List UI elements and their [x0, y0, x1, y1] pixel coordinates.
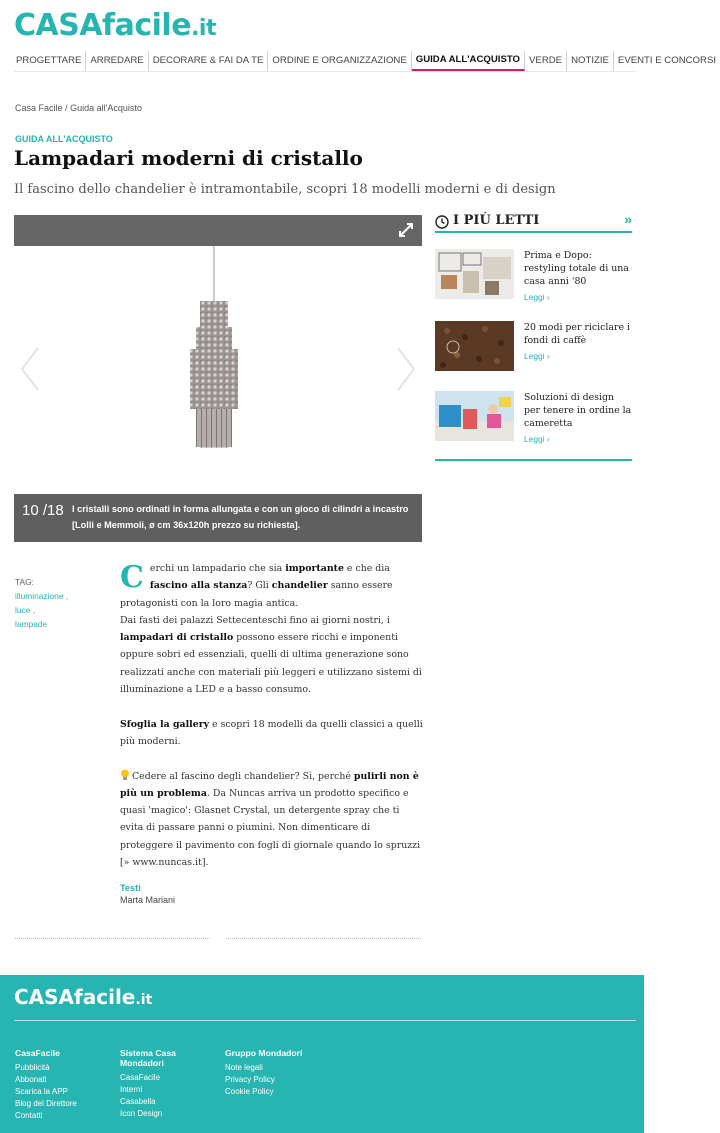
footer-link[interactable]: Blog del Direttore: [15, 1099, 77, 1108]
thumbnail-kids-room: [435, 391, 514, 441]
sidebar-divider: [435, 459, 632, 461]
text-span: ? Gli: [247, 580, 272, 592]
footer-logo-suffix: .it: [135, 992, 153, 1008]
nav-item-guida-acquisto[interactable]: GUIDA ALL'ACQUISTO: [412, 51, 525, 71]
clock-icon: [435, 215, 449, 229]
tag-link[interactable]: luce ,: [15, 605, 36, 615]
text-span: Dai fasti dei palazzi Settecenteschi fino ai giorni nostri, i: [120, 614, 390, 626]
paragraph-cleaning: [120, 768, 424, 872]
most-read-title-2[interactable]: 20 modi per riciclare i fondi di caffè: [524, 322, 631, 346]
bold-span: importante: [285, 563, 344, 574]
gallery-next-arrow[interactable]: [394, 346, 418, 392]
nav-item-notizie[interactable]: NOTIZIE: [567, 51, 614, 71]
tag-link[interactable]: lampade: [15, 619, 48, 629]
logo-text: CASAfacile: [14, 8, 192, 43]
footer-logo-text: CASAfacile: [14, 985, 136, 1009]
gallery-counter: 10 /18: [22, 502, 64, 519]
breadcrumb-home[interactable]: Casa Facile: [15, 103, 63, 113]
nav-item-arredare[interactable]: ARREDARE: [86, 51, 148, 71]
footer-column-title: Gruppo Mondadori: [225, 1048, 303, 1058]
text-span: erchi un lampadario che sia: [149, 563, 286, 574]
bold-span: chandelier: [271, 580, 328, 592]
footer-column-casafacile: [15, 1048, 77, 1122]
breadcrumb: [15, 103, 142, 113]
text-span: e che dia: [343, 563, 390, 574]
footer-link[interactable]: Casabella: [120, 1097, 156, 1106]
breadcrumb-separator: /: [65, 103, 68, 113]
tag-link[interactable]: illuminazione ,: [15, 591, 69, 601]
bold-span: fascino alla stanza: [149, 580, 248, 592]
footer-column-title: CasaFacile: [15, 1048, 60, 1058]
most-read-header: [435, 213, 632, 233]
footer-link[interactable]: Contatti: [15, 1111, 43, 1120]
divider-dotted: [15, 938, 210, 939]
nav-item-decorare[interactable]: DECORARE & FAI DA TE: [149, 51, 269, 71]
gallery-caption: [14, 494, 422, 542]
nav-item-ordine[interactable]: ORDINE E ORGANIZZAZIONE: [268, 51, 411, 71]
most-read-title-3[interactable]: Soluzioni di design per tenere in ordine la cameretta: [524, 392, 632, 429]
paragraph-intro: [120, 560, 424, 698]
most-read-title-1[interactable]: Prima e Dopo: restyling totale di una casa anni '80: [524, 250, 629, 287]
footer-link[interactable]: Icon Design: [120, 1109, 163, 1118]
divider-dotted: [226, 938, 421, 939]
main-nav: [14, 50, 717, 72]
bold-span: Sfoglia la gallery: [120, 718, 210, 730]
author-label: Testi: [120, 883, 141, 893]
footer-divider: [14, 1020, 636, 1021]
page-title: Lampadari moderni di cristallo: [14, 146, 363, 170]
footer-column-sistema-casa: [120, 1048, 190, 1120]
most-read-item[interactable]: [435, 391, 632, 443]
bold-span: pulirli non è più un problema: [120, 770, 419, 799]
expand-icon[interactable]: [398, 222, 414, 238]
most-read-more[interactable]: »: [624, 211, 632, 227]
article-subtitle: Il fascino dello chandelier è intramontabile, scopri 18 modelli moderni e di design: [14, 182, 556, 197]
footer-link[interactable]: Privacy Policy: [225, 1075, 275, 1084]
nav-item-verde[interactable]: VERDE: [525, 51, 567, 71]
footer-column-gruppo-mondadori: [225, 1048, 302, 1098]
tags-label: TAG:: [15, 577, 34, 587]
text-span: possono essere ricchi e imponenti oppure sobri ed essenziali, quelli di ultima generazione sono realizzati anche con materiali più leggeri e utilizzano sistemi di illuminazione a LED e a basso consumo.: [120, 632, 422, 696]
footer-link[interactable]: Pubblicità: [15, 1063, 50, 1072]
most-read-link-2[interactable]: Leggi ›: [524, 351, 550, 361]
bold-span: lampadari di cristallo: [120, 632, 234, 644]
site-logo[interactable]: [14, 8, 216, 47]
gallery-image[interactable]: [14, 246, 422, 494]
footer-link[interactable]: Abbonati: [15, 1075, 47, 1084]
paragraph-gallery: [120, 716, 424, 751]
footer-link[interactable]: Cookie Policy: [225, 1087, 274, 1096]
footer-link[interactable]: Note legali: [225, 1063, 263, 1072]
footer-column-title: Sistema Casa Mondadori: [120, 1048, 176, 1068]
most-read-item[interactable]: [435, 321, 632, 373]
article-kicker[interactable]: GUIDA ALL'ACQUISTO: [15, 134, 113, 144]
site-footer: [0, 975, 644, 1133]
dropcap: C: [120, 560, 144, 595]
article-body: [120, 560, 424, 889]
logo-suffix: .it: [191, 16, 216, 41]
footer-link[interactable]: Scarica la APP: [15, 1087, 68, 1096]
text-span: e scopri 18 modelli da quelli classici a quelli più moderni.: [120, 718, 423, 747]
nav-item-eventi[interactable]: EVENTI E CONCORSI: [617, 54, 717, 66]
gallery-toolbar: [14, 215, 422, 246]
lightbulb-icon: [120, 769, 130, 781]
chandelier-image: [14, 246, 422, 494]
thumbnail-coffee: [435, 321, 514, 371]
thumbnail-floorplan: [435, 249, 514, 299]
footer-logo[interactable]: [14, 985, 152, 1009]
breadcrumb-current[interactable]: Guida all'Acquisto: [70, 103, 142, 113]
gallery-prev-arrow[interactable]: [18, 346, 42, 392]
text-span: . Da Nuncas arriva un prodotto specifico e quasi 'magico': Glasnet Crystal, un detergente spray che ti evita di passare panni o piumini. Non dimenticare di proteggere il pavimento con fogli di giornale quando lo spruzzi [» www.nuncas.it].: [120, 787, 421, 869]
footer-link[interactable]: CasaFacile: [120, 1073, 161, 1082]
text-span: Cedere al fascino degli chandelier? Sì, perché: [132, 770, 354, 782]
most-read-link-1[interactable]: Leggi ›: [524, 292, 550, 302]
most-read-link-3[interactable]: Leggi ›: [524, 434, 550, 444]
author-name: Marta Mariani: [120, 895, 176, 905]
caption-text: I cristalli sono ordinati in forma allungata e con un gioco di cilindri a incastro [Lolli e Memmoli, ø cm 36x120h prezzo su richiesta].: [72, 504, 409, 530]
text-span: sanno essere protagonisti con la loro magia antica.: [120, 580, 393, 609]
footer-link[interactable]: Interni: [120, 1085, 143, 1094]
most-read-title: I PIÙ LETTI: [453, 213, 540, 228]
nav-item-progettare[interactable]: PROGETTARE: [14, 51, 86, 71]
most-read-item[interactable]: [435, 249, 632, 301]
